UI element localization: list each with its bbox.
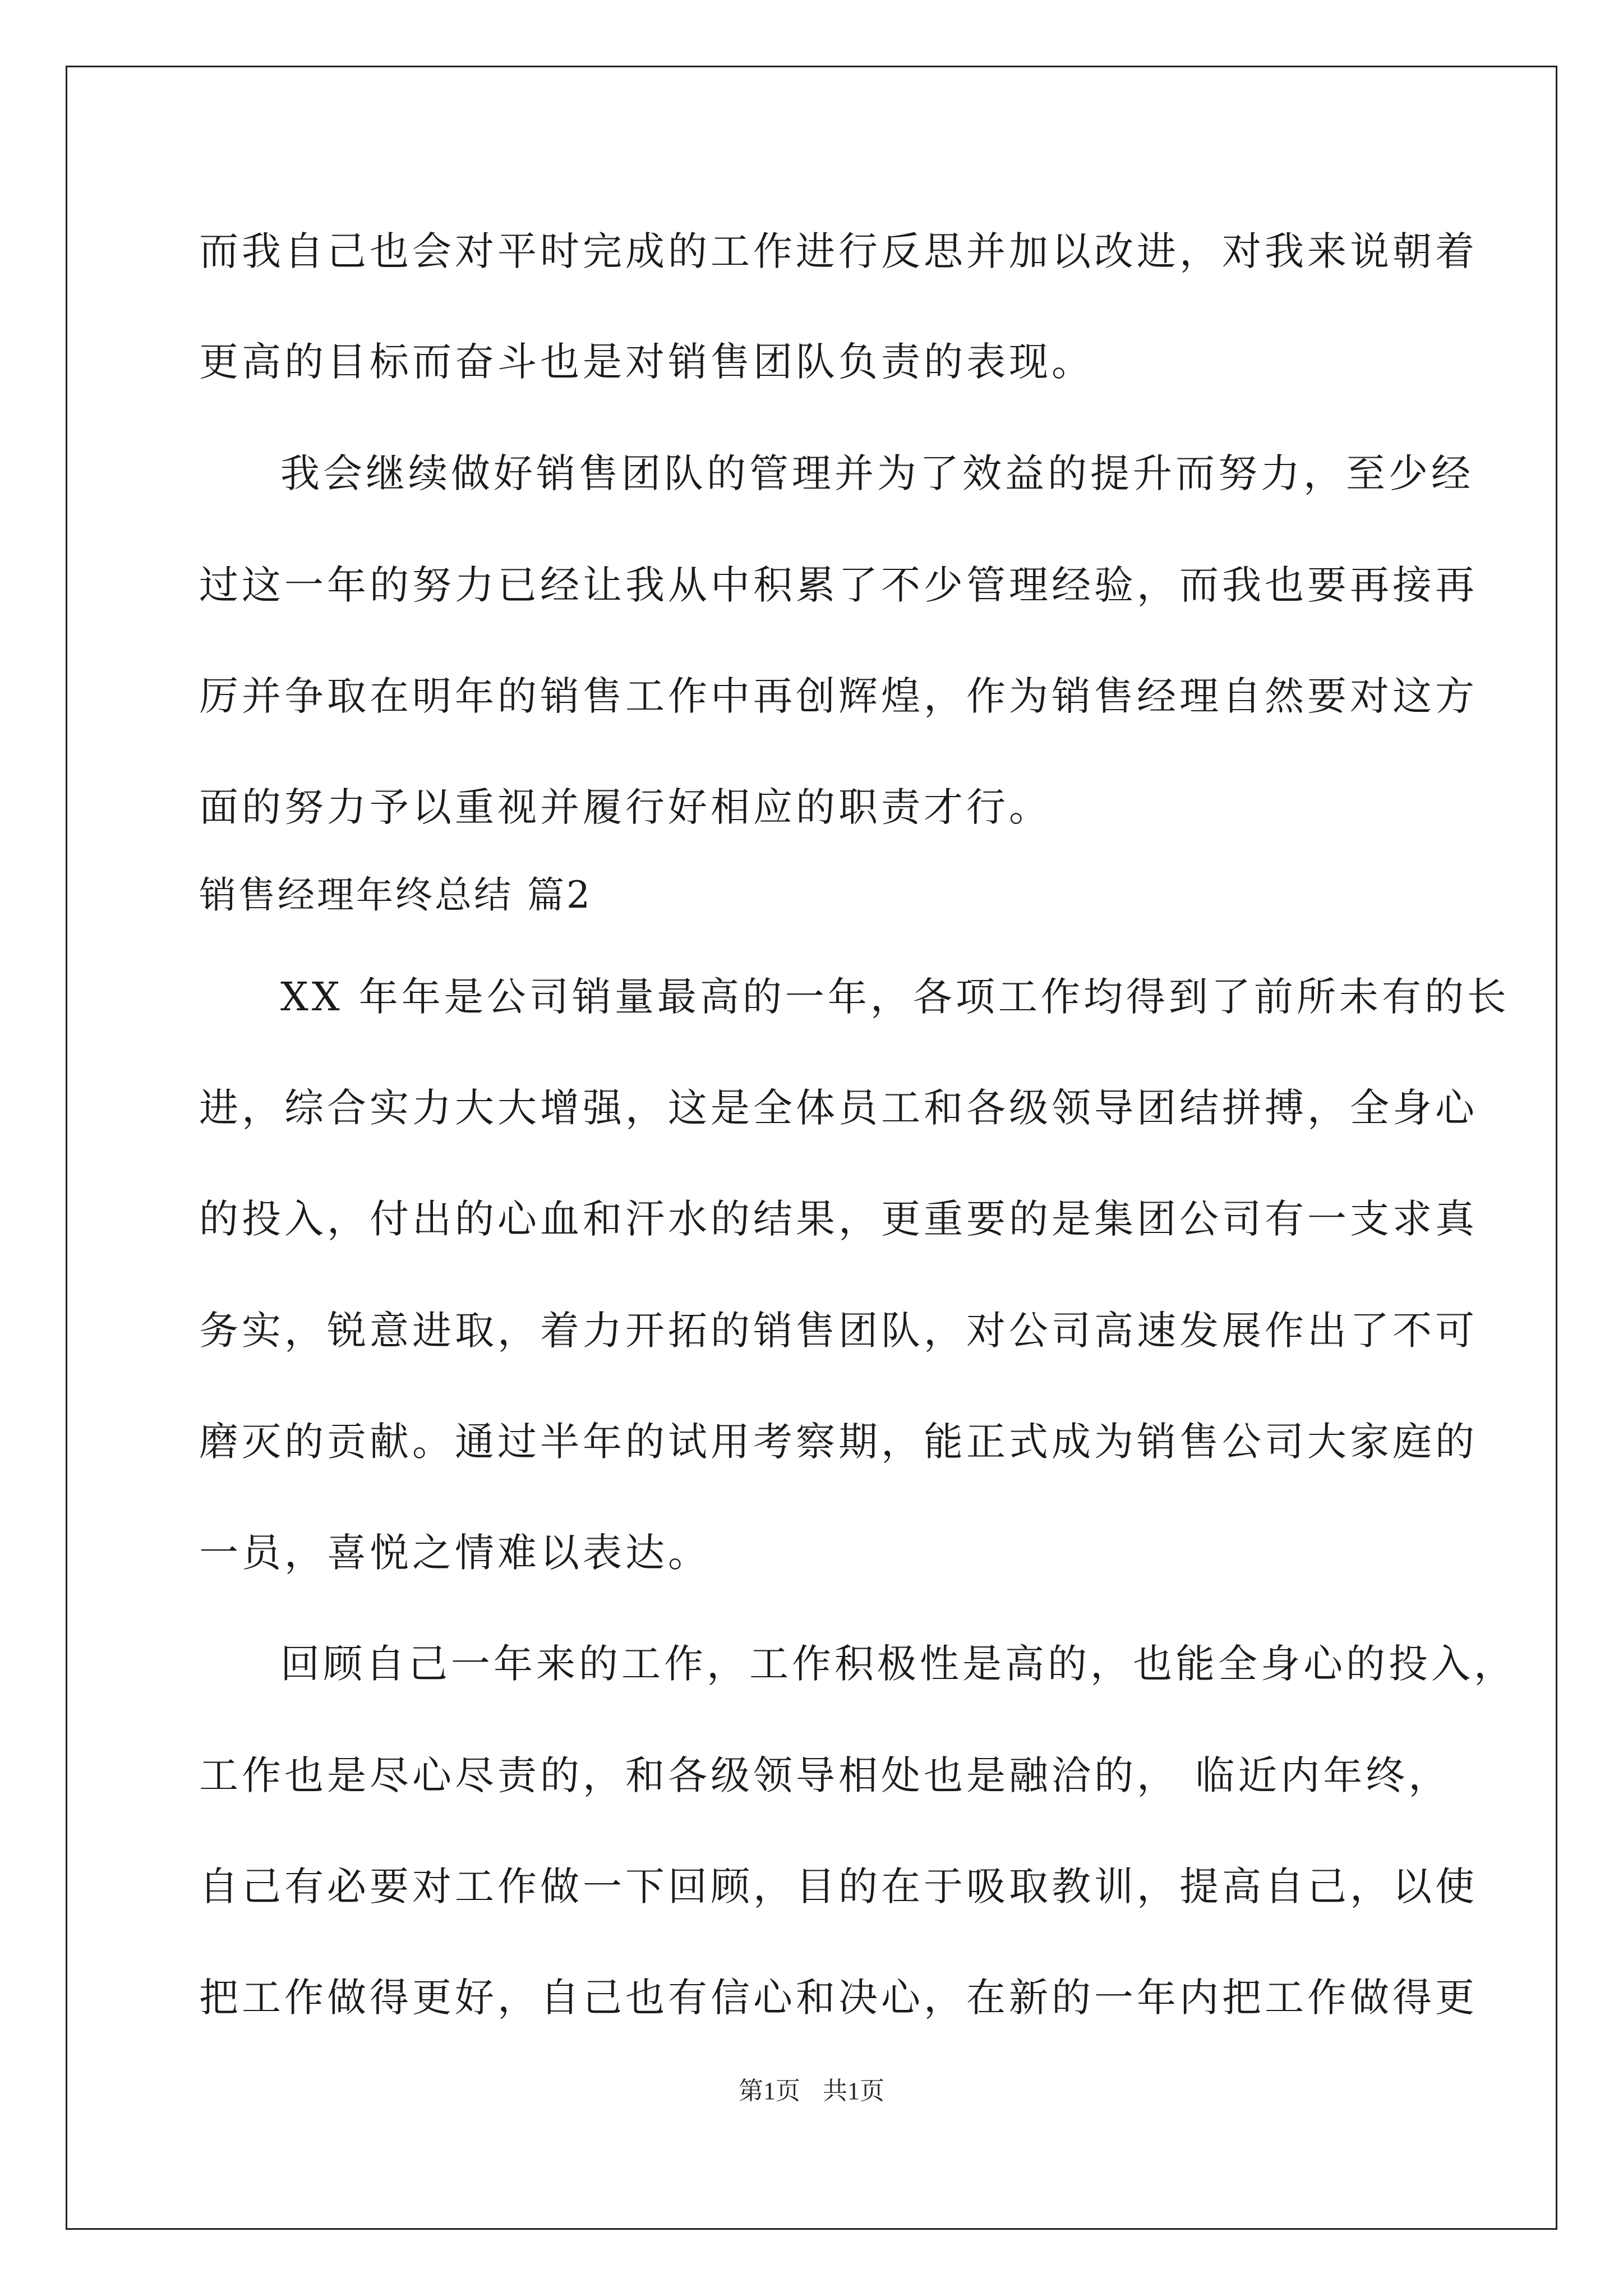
paragraph-line: 过这一年的努力已经让我从中积累了不少管理经验，而我也要再接再	[199, 562, 1478, 608]
paragraph-line: 面的努力予以重视并履行好相应的职责才行。	[199, 784, 1052, 830]
page-footer	[0, 2079, 1623, 2104]
paragraph-line: 一员，喜悦之情难以表达。	[199, 1530, 711, 1576]
page-number: 第1页	[739, 2077, 800, 2105]
paragraph-line: 自己有必要对工作做一下回顾，目的在于吸取教训，提高自己，以使	[199, 1864, 1478, 1910]
paragraph-line: 的投入，付出的心血和汗水的结果，更重要的是集团公司有一支求真	[199, 1196, 1478, 1242]
paragraph-line: 更高的目标而奋斗也是对销售团队负责的表现。	[199, 339, 1094, 385]
paragraph-line: 而我自己也会对平时完成的工作进行反思并加以改进，对我来说朝着	[199, 228, 1478, 274]
paragraph-line: 进，综合实力大大增强，这是全体员工和各级领导团结拼搏，全身心	[199, 1085, 1478, 1131]
paragraph-line: 务实，锐意进取，着力开拓的销售团队，对公司高速发展作出了不可	[199, 1308, 1478, 1354]
paragraph-line: XX 年年是公司销量最高的一年，各项工作均得到了前所未有的长	[280, 974, 1510, 1020]
paragraph-line: 厉并争取在明年的销售工作中再创辉煌，作为销售经理自然要对这方	[199, 673, 1478, 719]
section-heading: 销售经理年终总结 篇2	[199, 873, 592, 917]
page-total: 共1页	[823, 2077, 884, 2105]
paragraph-line: 回顾自己一年来的工作，工作积极性是高的，也能全身心的投入，	[280, 1641, 1516, 1687]
paragraph-line: 把工作做得更好，自己也有信心和决心，在新的一年内把工作做得更	[199, 1975, 1478, 2021]
paragraph-line: 工作也是尽心尽责的，和各级领导相处也是融洽的， 临近内年终，	[199, 1752, 1451, 1798]
paragraph-line: 我会继续做好销售团队的管理并为了效益的提升而努力，至少经	[280, 450, 1474, 496]
paragraph-line: 磨灭的贡献。通过半年的试用考察期，能正式成为销售公司大家庭的	[199, 1419, 1478, 1465]
